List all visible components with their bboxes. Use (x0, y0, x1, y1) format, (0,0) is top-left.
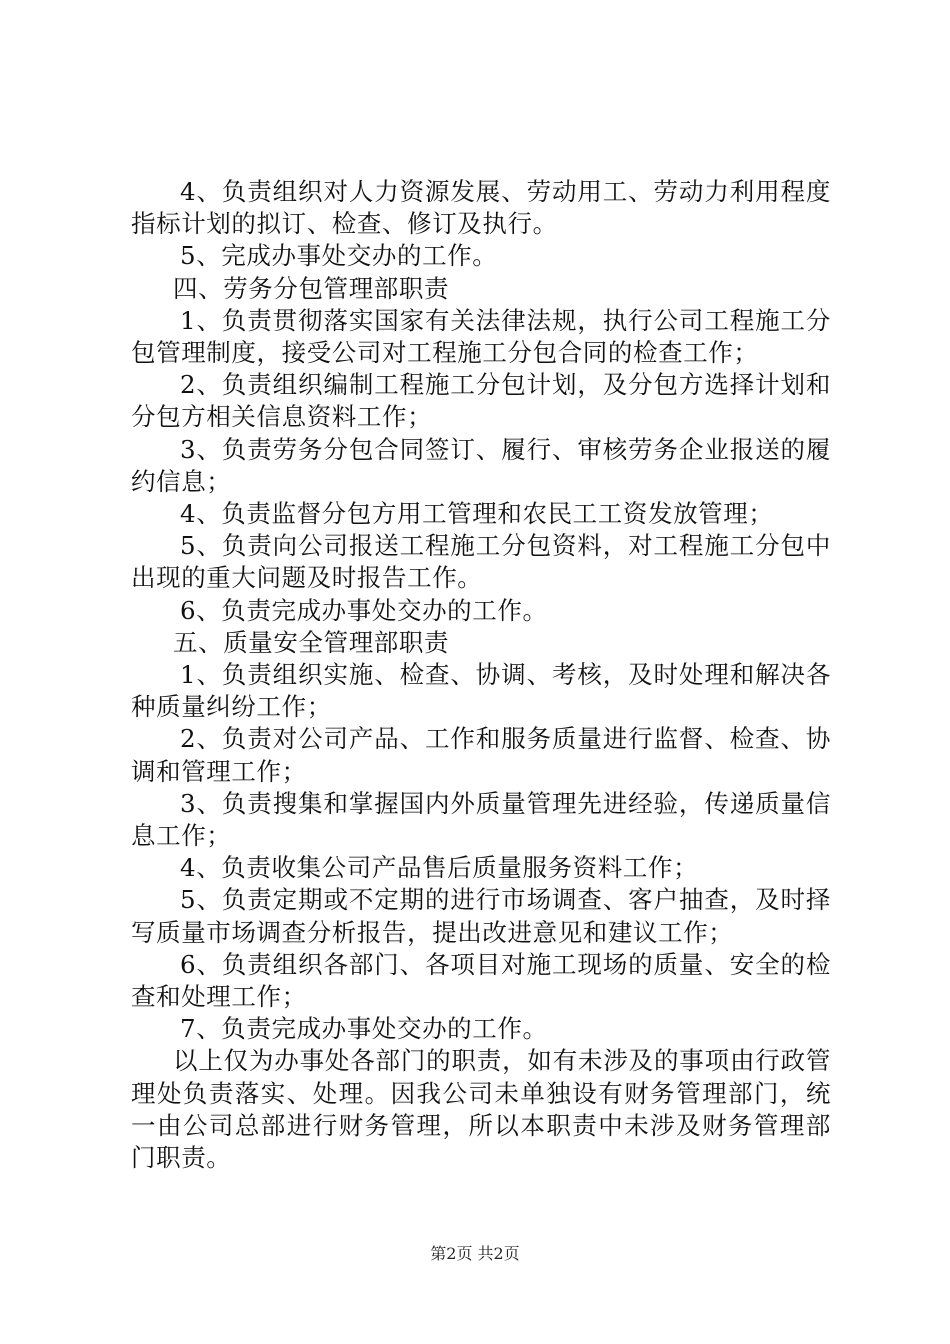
paragraph-quality-item-7: 7、负责完成办事处交办的工作。 (180, 1014, 548, 1044)
paragraph-quality-item-1: 1、负责组织实施、检查、协调、考核，及时处理和解决各种质量纠纷工作； (131, 660, 831, 722)
paragraph-quality-item-6: 6、负责组织各部门、各项目对施工现场的质量、安全的检查和处理工作； (131, 949, 831, 1012)
paragraph-item-5-assigned-work: 5、完成办事处交办的工作。 (180, 241, 498, 271)
paragraph-subcontract-item-1: 1、负责贯彻落实国家有关法律法规，执行公司工程施工分包管理制度，接受公司对工程施工分包合同的检查工作； (131, 305, 831, 368)
paragraph-closing-note: 以上仅为办事处各部门的职责，如有未涉及的事项由行政管理处负责落实、处理。因我公司未单独设有财务管理部门，统一由公司总部进行财务管理，所以本职责中未涉及财务管理部门职责。 (131, 1046, 831, 1173)
paragraph-quality-item-4: 4、负责收集公司产品售后质量服务资料工作； (180, 853, 699, 883)
page-number-label: 第2页 共2页 (430, 1244, 520, 1263)
paragraph-quality-item-3: 3、负责搜集和掌握国内外质量管理先进经验，传递质量信息工作； (131, 788, 831, 851)
section-heading-labor-subcontract: 四、劳务分包管理部职责 (173, 273, 450, 303)
document-body (131, 176, 831, 1174)
section-heading-quality-safety: 五、质量安全管理部职责 (173, 627, 450, 657)
paragraph-subcontract-item-3: 3、负责劳务分包合同签订、履行、审核劳务企业报送的履约信息； (131, 434, 831, 496)
paragraph-subcontract-item-2: 2、负责组织编制工程施工分包计划，及分包方选择计划和分包方相关信息资料工作； (131, 370, 831, 432)
page-footer (0, 1244, 950, 1264)
paragraph-quality-item-2: 2、负责对公司产品、工作和服务质量进行监督、检查、协调和管理工作； (131, 724, 831, 786)
paragraph-subcontract-item-6: 6、负责完成办事处交办的工作。 (180, 595, 548, 625)
paragraph-subcontract-item-5: 5、负责向公司报送工程施工分包资料，对工程施工分包中出现的重大问题及时报告工作。 (131, 531, 831, 593)
paragraph-subcontract-item-4: 4、负责监督分包方用工管理和农民工工资发放管理； (180, 499, 774, 529)
paragraph-quality-item-5: 5、负责定期或不定期的进行市场调查、客户抽查，及时择写质量市场调查分析报告，提出改进意见和建议工作； (131, 885, 831, 947)
paragraph-item-4-hr-plan: 4、负责组织对人力资源发展、劳动用工、劳动力利用程度指标计划的拟订、检查、修订及执行。 (131, 177, 831, 239)
